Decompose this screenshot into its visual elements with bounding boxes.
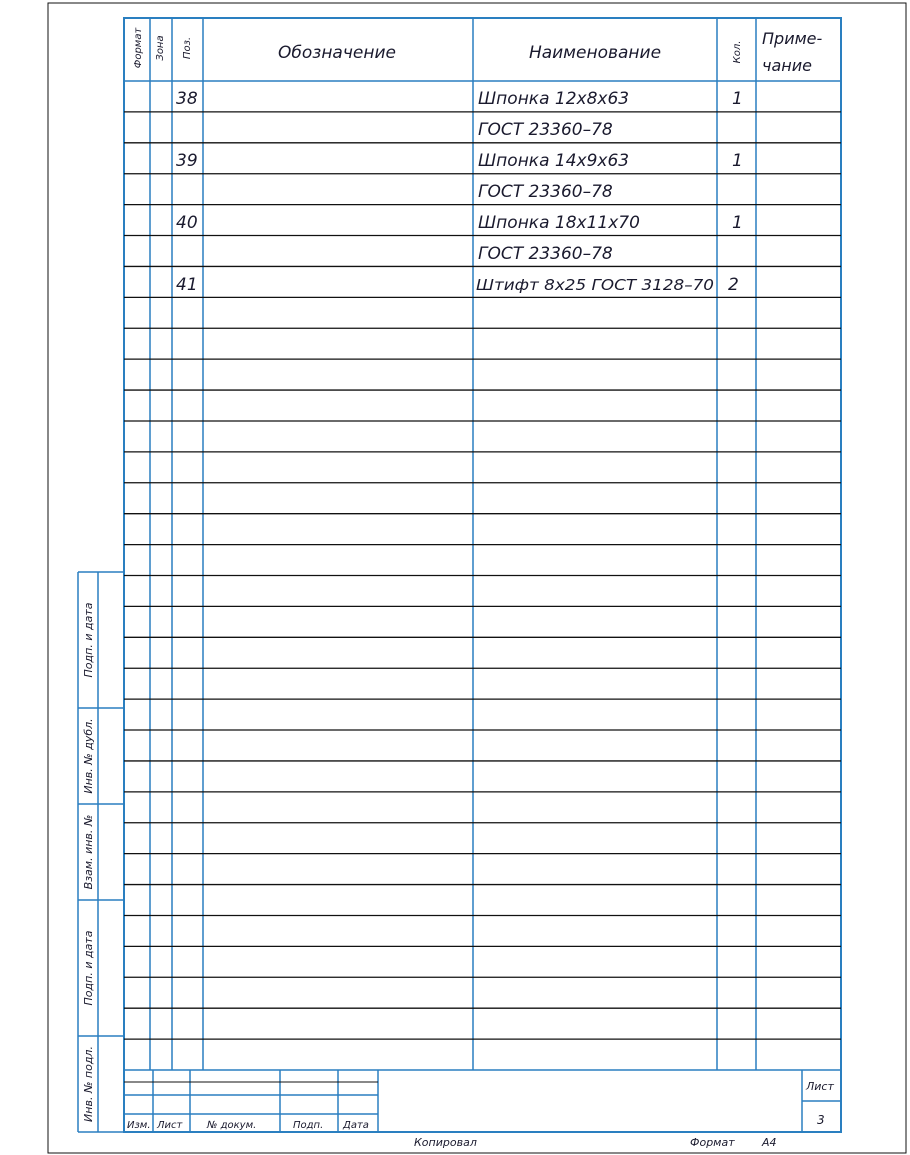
table-row bbox=[176, 151, 743, 171]
tb-list: Лист bbox=[157, 1120, 183, 1131]
tb-doc-no: № докум. bbox=[207, 1120, 257, 1131]
row-name: ГОСТ 23360–78 bbox=[478, 120, 613, 140]
row-qty: 1 bbox=[732, 213, 743, 233]
row-name: ГОСТ 23360–78 bbox=[478, 244, 613, 264]
table-row bbox=[176, 275, 739, 295]
table-row bbox=[478, 244, 613, 264]
row-qty: 1 bbox=[732, 151, 743, 171]
sheet-edge bbox=[48, 3, 906, 1153]
title-block bbox=[124, 1070, 841, 1132]
tb-date: Дата bbox=[343, 1120, 369, 1131]
header-note-line2: чание bbox=[762, 56, 812, 75]
header-name: Наименование bbox=[528, 43, 662, 63]
footer-format-value: А4 bbox=[762, 1136, 777, 1149]
row-name: Шпонка 12х8х63 bbox=[478, 89, 630, 109]
side-stamp bbox=[78, 572, 124, 1132]
header-zone: Зона bbox=[155, 35, 166, 61]
header-designation: Обозначение bbox=[278, 43, 396, 63]
footer-format-label: Формат bbox=[690, 1136, 735, 1149]
row-name: ГОСТ 23360–78 bbox=[478, 182, 613, 202]
side-label-sign-date-1: Подп. и дата bbox=[82, 602, 95, 678]
footer bbox=[414, 1136, 777, 1149]
row-pos: 38 bbox=[176, 89, 198, 109]
tb-signature: Подп. bbox=[293, 1120, 324, 1131]
row-pos: 40 bbox=[176, 213, 198, 233]
table-body bbox=[176, 89, 743, 295]
side-label-sign-date-2: Подп. и дата bbox=[82, 930, 95, 1006]
row-qty: 1 bbox=[732, 89, 743, 109]
tb-sheet-number: 3 bbox=[817, 1113, 825, 1127]
side-label-replace-inv: Взам. инв. № bbox=[82, 814, 95, 890]
row-name: Шпонка 14х9х63 bbox=[478, 151, 630, 171]
side-label-dup-inv: Инв. № дубл. bbox=[82, 718, 95, 794]
tb-izm: Изм. bbox=[127, 1120, 151, 1131]
table-row bbox=[176, 213, 743, 233]
row-pos: 41 bbox=[176, 275, 198, 295]
tb-sheet-label: Лист bbox=[806, 1080, 834, 1093]
table-row bbox=[478, 120, 613, 140]
header-pos: Поз. bbox=[182, 36, 193, 60]
row-qty: 2 bbox=[728, 275, 739, 295]
row-pos: 39 bbox=[176, 151, 198, 171]
header-qty: Кол. bbox=[732, 40, 743, 64]
row-name: Шпонка 18х11х70 bbox=[478, 213, 640, 233]
footer-copied: Копировал bbox=[414, 1136, 477, 1149]
header-note-line1: Приме- bbox=[762, 29, 823, 48]
row-name: Штифт 8х25 ГОСТ 3128–70 bbox=[476, 276, 715, 294]
table-header bbox=[124, 27, 841, 81]
side-label-orig-inv: Инв. № подл. bbox=[82, 1046, 95, 1122]
table-row bbox=[176, 89, 743, 109]
table-row bbox=[478, 182, 613, 202]
header-format: Формат bbox=[133, 27, 144, 69]
